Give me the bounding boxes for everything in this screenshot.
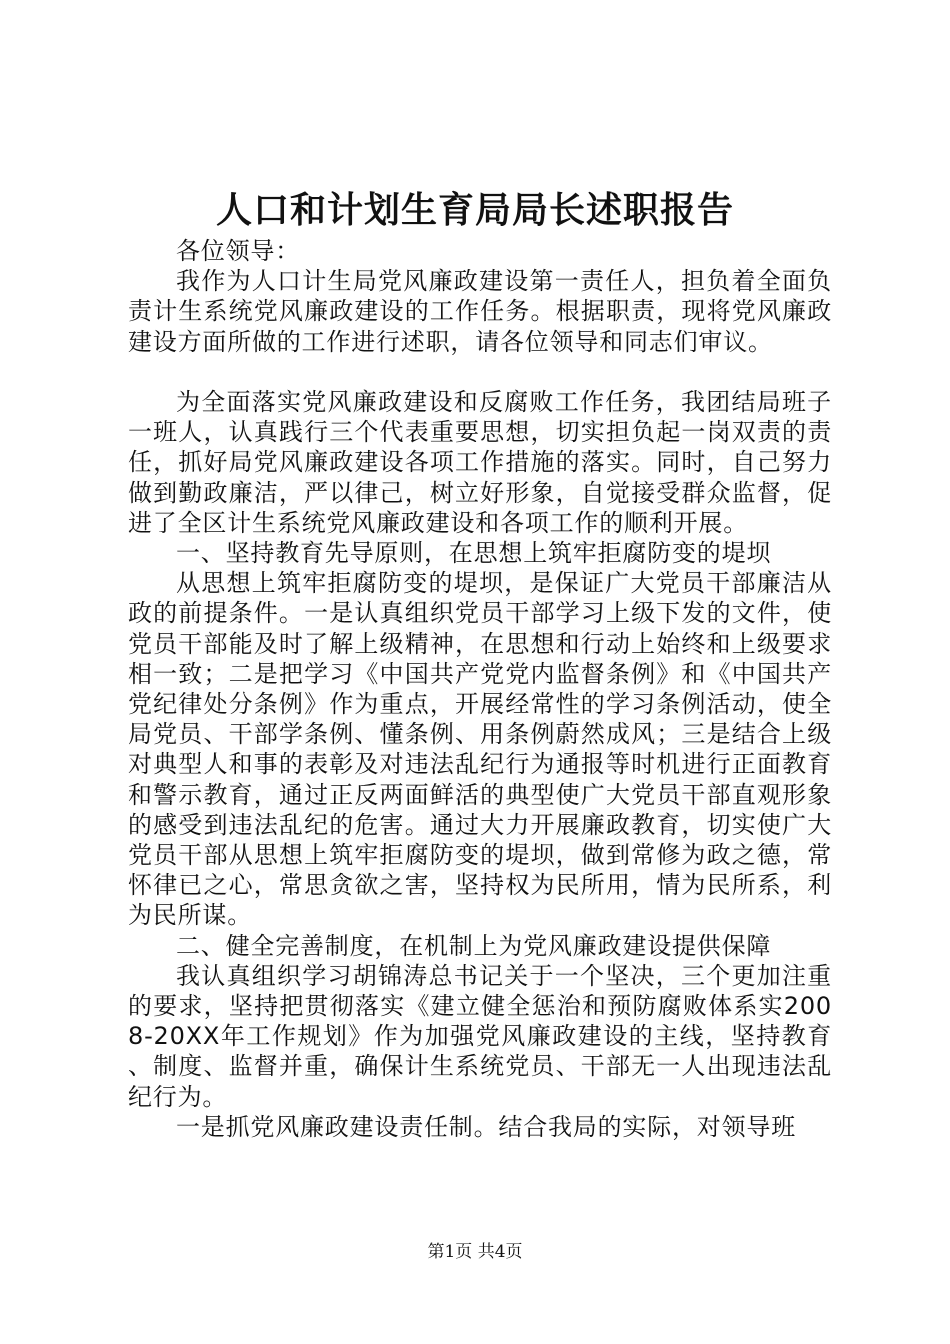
section-2-paragraph: 我认真组织学习胡锦涛总书记关于一个坚决，三个更加注重的要求，坚持把贯彻落实《建立健全惩治和预防腐败体系实2008-20XX年工作规划》作为加强党风廉政建设的主线，坚持教育、制度、监督并重，确保计生系统党员、干部无一人出现违法乱纪行为。	[128, 961, 832, 1111]
page-number-footer: 第1页 共4页	[427, 1242, 523, 1262]
document-title: 人口和计划生育局局长述职报告	[215, 189, 734, 231]
section-2-item-1-paragraph: 一是抓党风廉政建设责任制。结合我局的实际，对领导班	[176, 1112, 796, 1141]
section-heading-2: 二、健全完善制度，在机制上为党风廉政建设提供保障	[176, 931, 772, 960]
greeting-paragraph: 各位领导：	[176, 237, 300, 265]
intro-paragraph: 我作为人口计生局党风廉政建设第一责任人，担负着全面负责计生系统党风廉政建设的工作任务。根据职责，现将党风廉政建设方面所做的工作进行述职，请各位领导和同志们审议。	[128, 267, 832, 356]
section-heading-1: 一、坚持教育先导原则，在思想上筑牢拒腐防变的堤坝	[176, 539, 772, 568]
overview-paragraph: 为全面落实党风廉政建设和反腐败工作任务，我团结局班子一班人，认真践行三个代表重要思想，切实担负起一岗双责的责任，抓好局党风廉政建设各项工作措施的落实。同时，自己努力做到勤政廉洁，严以律己，树立好形象，自觉接受群众监督，促进了全区计生系统党风廉政建设和各项工作的顺利开展。	[128, 388, 832, 537]
document-body	[128, 236, 832, 1142]
section-1-paragraph: 从思想上筑牢拒腐防变的堤坝，是保证广大党员干部廉洁从政的前提条件。一是认真组织党员干部学习上级下发的文件，使党员干部能及时了解上级精神，在思想和行动上始终和上级要求相一致；二是把学习《中国共产党党内监督条例》和《中国共产党纪律处分条例》作为重点，开展经常性的学习条例活动，使全局党员、干部学条例、懂条例、用条例蔚然成风；三是结合上级对典型人和事的表彰及对违法乱纪行为通报等时机进行正面教育和警示教育，通过正反两面鲜活的典型使广大党员干部直观形象的感受到违法乱纪的危害。通过大力开展廉政教育，切实使广大党员干部从思想上筑牢拒腐防变的堤坝，做到常修为政之德，常怀律已之心，常思贪欲之害，坚持权为民所用，情为民所系，利为民所谋。	[128, 569, 832, 930]
